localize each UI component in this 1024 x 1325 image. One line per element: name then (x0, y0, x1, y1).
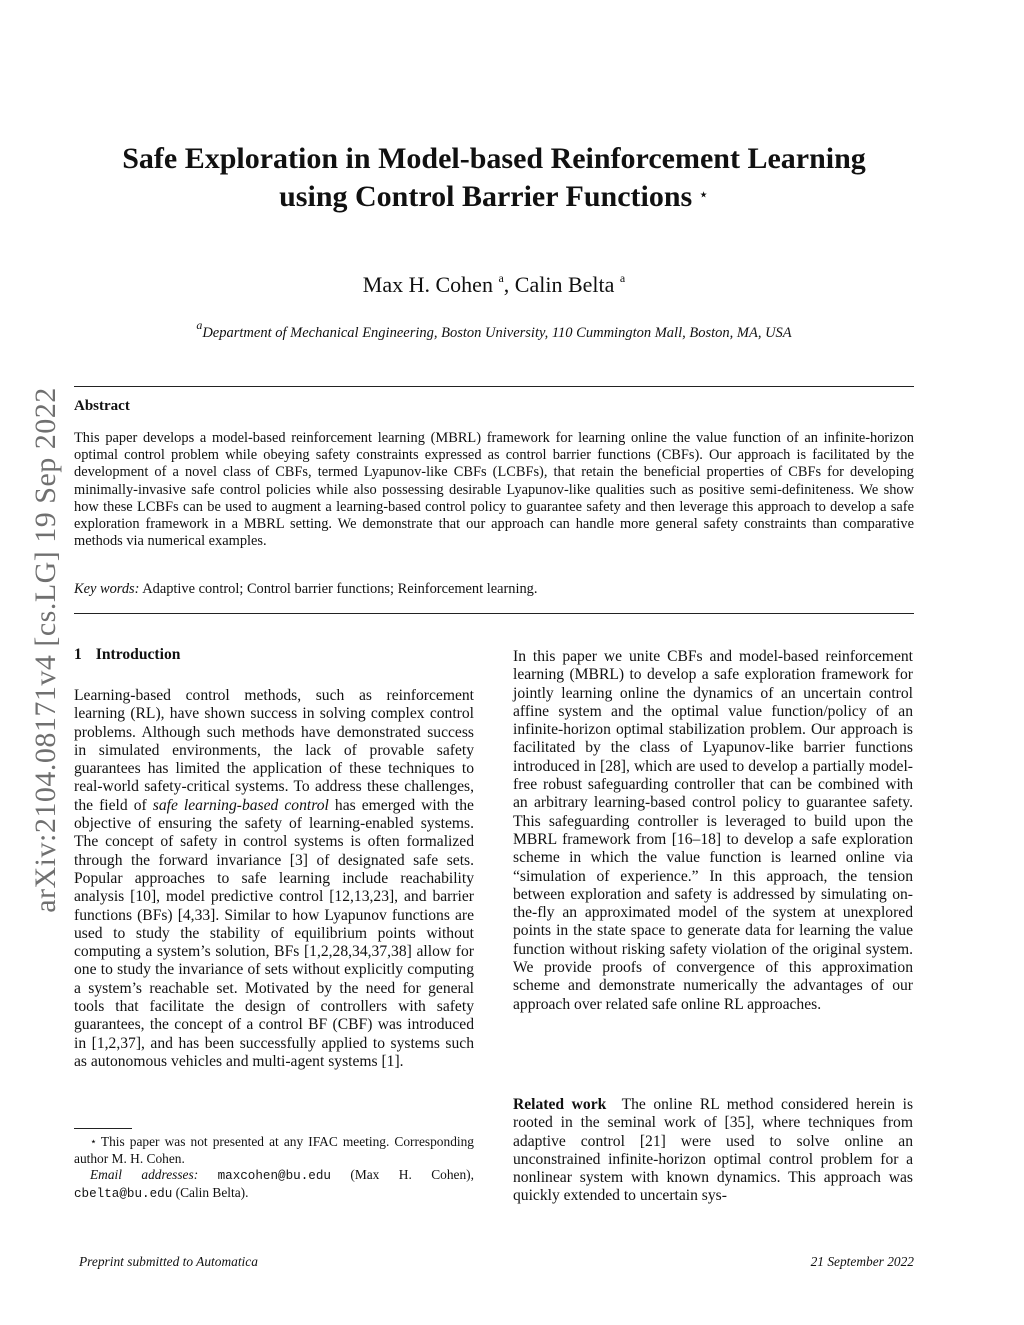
section-title: Introduction (95, 646, 181, 663)
author-affiliation-mark: a (619, 270, 626, 285)
abstract-top-rule (74, 386, 914, 387)
footnote-emails (74, 1167, 474, 1202)
footnote-rule (74, 1128, 132, 1129)
affiliation (74, 320, 914, 342)
intro-text: Learning-based control methods, such as reinforcement learning (RL), have shown success in solving complex control problems. Although such methods have demonstrated success in simulated environments, the lack of provable safety guarantees has limited the application of these techniques to real-world safety-critical systems. To address these challenges, the field of (74, 687, 474, 814)
title-line-2 (74, 178, 914, 216)
related-work-text: The online RL method considered herein is rooted in the seminal work of [35], where techniques from adaptive control [21] were used to solve online an unconstrained infinite-horizon optimal control problem for a nonlinear system with known dynamics. This approach was quickly extended to uncertain sys- (513, 1096, 914, 1205)
keywords (74, 581, 914, 598)
footnote-text: This paper was not presented at any IFAC meeting. Corresponding author M. H. Cohen. (74, 1134, 474, 1166)
author-affiliation-mark: a (498, 270, 504, 285)
abstract-body: This paper develops a model-based reinforcement learning (MBRL) framework for learning online the value function of an infinite-horizon optimal control problem while obeying safety constraints expressed as control barrier functions (CBFs). Our approach is facilitated by the development of a novel class of CBFs, termed Lyapunov-like CBFs (LCBFs), that retain the beneficial properties of CBFs for developing minimally-invasive safe control policies while also possessing desirable Lyapunov-like qualities such as positive semi-definiteness. We show how these LCBFs can be used to augment a learning-based control policy to guarantee safety and then leverage this approach to develop a safe exploration framework in a MBRL setting. We demonstrate that our approach can handle more general safety constraints than comparative methods via numerical examples. (74, 430, 914, 550)
paper-title (74, 140, 914, 216)
affiliation-text: Department of Mechanical Engineering, Boston University, 110 Cummington Mall, Boston, MA, USA (202, 324, 792, 341)
arxiv-identifier: arXiv:2104.08171v4 [cs.LG] 19 Sep 2022 (29, 387, 62, 913)
section-number: 1 (74, 646, 82, 663)
footnote (74, 1134, 474, 1202)
author-list (74, 272, 914, 298)
footer-journal: Preprint submitted to Automatica (79, 1254, 258, 1269)
affiliation-mark: a (196, 318, 203, 332)
title-line-2-text: using Control Barrier Functions (279, 180, 693, 213)
abstract-heading: Abstract (74, 398, 130, 414)
title-footnote-star-icon[interactable]: ⋆ (698, 185, 709, 204)
email-label: Email addresses: (90, 1167, 199, 1182)
author-name: Max H. Cohen (362, 272, 493, 297)
footnote-star-icon: ⋆ (90, 1136, 97, 1148)
footer-date: 21 September 2022 (810, 1254, 914, 1269)
intro-paragraph-2: In this paper we unite CBFs and model-based reinforcement learning (MBRL) to develop a safe exploration framework for jointly learning online the dynamics of an uncertain control affine system and the optimal value function/policy of an infinite-horizon optimal stabilization problem. Our approach is facilitated by the class of Lyapunov-like barrier functions introduced in [28], which are used to develop a partially model-free robust safeguarding controller that can be combined with an arbitrary learning-based control policy to guarantee safety. This safeguarding controller is leveraged to build upon the MBRL framework from [16–18] to develop a safe exploration scheme in which the value function is learned online via “simulation of experience.” In this approach, the tension between exploration and safety is addressed by simulating on-the-fly an approximated model of the system at unexplored points in the state space to generate data for learning the value function without risking safety violation of the original system. We provide proofs of convergence of this approximation scheme and demonstrate numerically the advantages of our approach over related safe online RL approaches. (513, 648, 913, 1013)
author-separator: , (503, 272, 510, 297)
footnote-line (74, 1134, 474, 1167)
email-owner: (Max H. Cohen), (350, 1167, 474, 1182)
related-work-paragraph (513, 1096, 913, 1206)
keywords-label: Key words: (74, 581, 140, 597)
intro-text: has emerged with the objective of ensuring the safety of learning-enabled systems. The concept of safety in control systems is often formalized through the forward invariance [3] of designated safe sets. Popular approaches to safe learning include reachability analysis [10], model predictive control [12,13,23], and barrier functions (BFs) [4,33]. Similar to how Lyapunov functions are used to study the stability of equilibrium points without computing a system’s solution, BFs [1,2,28,34,37,38] allow for one to study the invariance of sets without explicitly computing a system’s reachable set. Motivated by the need for general tools that facilitate the design of controllers with safety guarantees, the concept of a control BF (CBF) was introduced in [1,2,37], and has been successfully applied to systems such as autonomous vehicles and multi-agent systems [1]. (74, 796, 474, 1070)
email-owner: (Calin Belta). (175, 1184, 249, 1200)
keywords-text: Adaptive control; Control barrier functions; Reinforcement learning. (142, 581, 538, 597)
email-link[interactable]: maxcohen@bu.edu (217, 1169, 331, 1183)
title-line-1: Safe Exploration in Model-based Reinforcement Learning (122, 142, 866, 175)
author-name: Calin Belta (514, 272, 615, 297)
intro-paragraph-1 (74, 687, 474, 1071)
section-heading-introduction (74, 646, 180, 664)
related-work-heading: Related work (513, 1096, 607, 1113)
intro-italic-term: safe learning-based control (152, 796, 329, 814)
email-link[interactable]: cbelta@bu.edu (74, 1186, 173, 1201)
abstract-bottom-rule (74, 613, 914, 614)
